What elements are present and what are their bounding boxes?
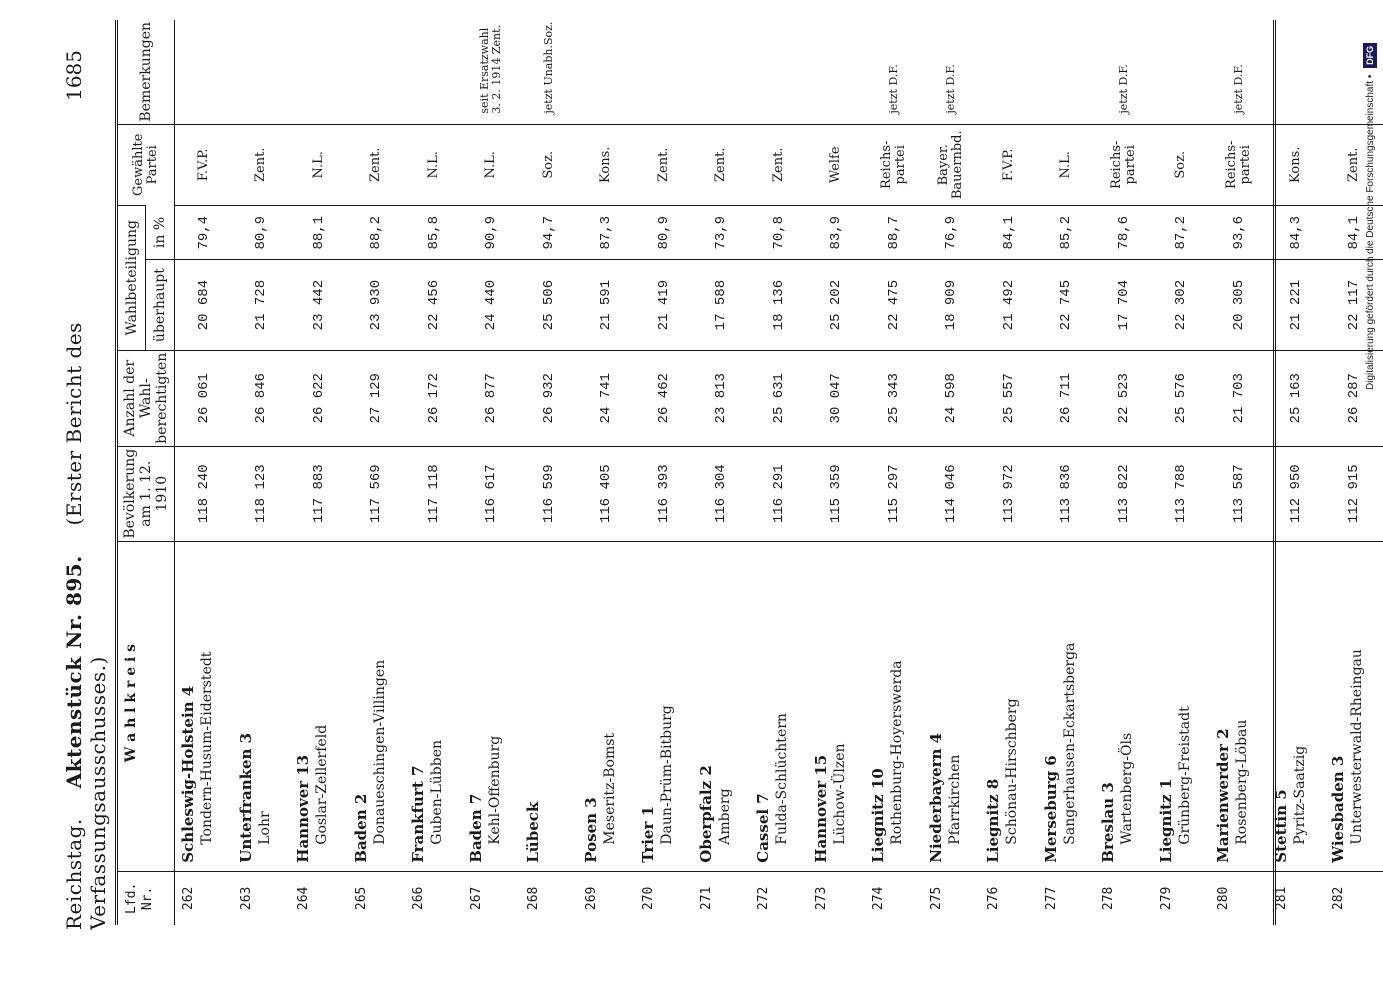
row-partei: N.L.: [290, 124, 348, 205]
table-row: [693, 20, 751, 925]
district-subname: Tondern-Husum-Eiderstedt: [199, 651, 215, 845]
row-ueberhaupt: 21 419: [635, 260, 693, 350]
district-name: Cassel 7: [754, 793, 772, 863]
row-ueberhaupt: 17 704: [1095, 260, 1153, 350]
column-header-nr: Lfd. Nr.: [118, 871, 175, 925]
header-reichstag: Reichstag.: [62, 818, 86, 930]
row-nr: 263: [233, 871, 291, 925]
row-partei: Zent.: [1325, 124, 1383, 205]
row-ueberhaupt: 21 221: [1268, 260, 1326, 350]
row-anzahl: 26 877: [463, 350, 521, 446]
row-bemerkung: [808, 20, 866, 124]
row-anzahl: 25 576: [1153, 350, 1211, 446]
row-partei: N.L.: [463, 124, 521, 205]
district-name: Wiesbaden 3: [1329, 755, 1347, 863]
row-wahlkreis: [233, 541, 291, 871]
row-nr: 281: [1268, 871, 1326, 925]
row-partei: Zent.: [635, 124, 693, 205]
district-subname: Meseritz-Bomst: [601, 732, 618, 845]
row-ueberhaupt: 23 930: [348, 260, 406, 350]
row-nr: 270: [635, 871, 693, 925]
district-subname: Wartenberg-Öls: [1119, 732, 1135, 845]
district-name: Frankfurt 7: [409, 765, 427, 863]
district-subname: Fulda-Schlüchtern: [774, 713, 790, 845]
row-ueberhaupt: 22 302: [1153, 260, 1211, 350]
row-bemerkung: [750, 20, 808, 124]
row-wahlkreis: [865, 541, 923, 871]
row-anzahl: 24 598: [923, 350, 981, 446]
district-subname: Goslar-Zellerfeld: [314, 724, 330, 845]
row-wahlkreis: [693, 541, 751, 871]
row-partei: Kons.: [578, 124, 636, 205]
row-bemerkung: [693, 20, 751, 124]
row-ueberhaupt: 22 475: [865, 260, 923, 350]
table-row: [290, 20, 348, 925]
district-name: Baden 7: [466, 793, 485, 863]
election-table-wrapper: [115, 20, 1365, 925]
row-prozent: 73,9: [693, 205, 751, 260]
row-prozent: 80,9: [233, 205, 291, 260]
row-prozent: 85,2: [1038, 205, 1096, 260]
row-ueberhaupt: 20 305: [1210, 260, 1268, 350]
row-anzahl: 26 932: [520, 350, 578, 446]
district-name: Schleswig-Holstein 4: [179, 685, 197, 863]
district-name: Stettin 5: [1271, 789, 1290, 863]
row-wahlkreis: [1095, 541, 1153, 871]
row-anzahl: 26 287: [1325, 350, 1383, 446]
row-ueberhaupt: 21 492: [980, 260, 1038, 350]
district-name: Liegnitz 10: [869, 768, 887, 863]
row-bevoelkerung: 113 788: [1153, 446, 1211, 541]
row-bevoelkerung: 116 405: [578, 446, 636, 541]
row-partei: Reichs-partei: [1095, 124, 1153, 205]
row-prozent: 80,9: [635, 205, 693, 260]
table-body: [175, 20, 1383, 925]
row-bemerkung: jetzt D.F.: [1231, 64, 1245, 114]
row-nr: 282: [1325, 871, 1383, 925]
row-ueberhaupt: 22 456: [405, 260, 463, 350]
row-bevoelkerung: 118 123: [233, 446, 291, 541]
district-subname: Amberg: [716, 788, 733, 845]
row-anzahl: 23 813: [693, 350, 751, 446]
column-header-wahlbeteiligung: Wahlbeteiligung: [118, 205, 146, 350]
district-subname: Schönau-Hirschberg: [1004, 698, 1020, 845]
dfg-credit-text-wrapper: [1362, 10, 1380, 390]
table-row: [635, 20, 693, 925]
row-wahlkreis: [290, 541, 348, 871]
row-prozent: 88,7: [865, 205, 923, 260]
row-wahlkreis: [175, 541, 233, 871]
row-nr: 269: [578, 871, 636, 925]
row-prozent: 84,1: [1325, 205, 1383, 260]
row-ueberhaupt: 25 506: [520, 260, 578, 350]
row-bevoelkerung: 116 599: [520, 446, 578, 541]
column-header-bevoelkerung: Bevölkerung am 1. 12. 1910: [118, 446, 175, 541]
row-partei: Bayer. Bauernbd.: [923, 124, 981, 205]
row-bevoelkerung: 115 297: [865, 446, 923, 541]
header-title: [62, 50, 110, 930]
header-subtitle: (Erster Bericht des Verfassungsausschusses.): [62, 322, 110, 930]
row-prozent: 78,6: [1095, 205, 1153, 260]
row-partei: N.L.: [1038, 124, 1096, 205]
row-ueberhaupt: 17 588: [693, 260, 751, 350]
column-header-bemerkungen: Bemerkungen: [118, 20, 175, 124]
row-bevoelkerung: 117 569: [348, 446, 406, 541]
district-subname: Donaueschingen-Villingen: [371, 659, 388, 845]
row-partei: Zent.: [750, 124, 808, 205]
row-wahlkreis: [1268, 541, 1326, 871]
table-header-row: [118, 20, 146, 925]
row-anzahl: 30 047: [808, 350, 866, 446]
row-bevoelkerung: 117 883: [290, 446, 348, 541]
row-partei: Reichs-partei: [865, 124, 923, 205]
district-subname: Grünberg-Freistadt: [1176, 706, 1193, 845]
row-ueberhaupt: 22 117: [1325, 260, 1383, 350]
row-ueberhaupt: 22 745: [1038, 260, 1096, 350]
row-wahlkreis: [980, 541, 1038, 871]
page-header: [62, 50, 110, 930]
table-row: [865, 20, 923, 925]
table-row: [175, 20, 233, 925]
row-ueberhaupt: 23 442: [290, 260, 348, 350]
row-ueberhaupt: 25 202: [808, 260, 866, 350]
table-row: [1268, 20, 1326, 925]
row-anzahl: 26 462: [635, 350, 693, 446]
table-row: [233, 20, 291, 925]
row-ueberhaupt: 18 136: [750, 260, 808, 350]
row-prozent: 83,9: [808, 205, 866, 260]
row-anzahl: 25 631: [750, 350, 808, 446]
row-partei: F.V.P.: [980, 124, 1038, 205]
row-wahlkreis: [1210, 541, 1268, 871]
row-partei: Zent.: [233, 124, 291, 205]
district-subname: Sangerhausen-Eckartsberga: [1061, 642, 1078, 845]
column-header-prozent: in %: [146, 205, 175, 260]
row-nr: 276: [980, 871, 1038, 925]
district-subname: Unterwesterwald-Rheingau: [1349, 649, 1365, 845]
district-subname: Rothenburg-Hoyerswerda: [889, 660, 905, 845]
row-bemerkung: jetzt D.F.: [944, 64, 958, 114]
district-subname: Kehl-Offenburg: [486, 735, 503, 845]
row-nr: 277: [1038, 871, 1096, 925]
row-bevoelkerung: 116 617: [463, 446, 521, 541]
row-bemerkung: jetzt D.F.: [1116, 64, 1130, 114]
row-prozent: 79,4: [175, 205, 233, 260]
row-bemerkung: [290, 20, 348, 124]
row-prozent: 94,7: [520, 205, 578, 260]
table-row: [1095, 20, 1153, 925]
row-bevoelkerung: 116 393: [635, 446, 693, 541]
row-wahlkreis: [635, 541, 693, 871]
row-nr: 274: [865, 871, 923, 925]
row-prozent: 85,8: [405, 205, 463, 260]
district-name: Posen 3: [581, 797, 600, 863]
row-partei: Welfe: [808, 124, 866, 205]
row-prozent: 70,8: [750, 205, 808, 260]
table-row: [750, 20, 808, 925]
row-prozent: 76,9: [923, 205, 981, 260]
row-ueberhaupt: 18 909: [923, 260, 981, 350]
header-document-number: Aktenstück Nr. 895.: [62, 555, 86, 789]
dfg-credit: [1362, 10, 1380, 390]
row-bemerkung: [1038, 20, 1096, 124]
column-header-partei: Gewählte Partei: [118, 124, 175, 205]
district-name: Merseburg 6: [1041, 755, 1060, 863]
row-bemerkung: [578, 20, 636, 124]
row-nr: 273: [808, 871, 866, 925]
row-anzahl: 25 163: [1268, 350, 1326, 446]
column-header-ueberhaupt: überhaupt: [146, 260, 175, 350]
table-row: [1210, 20, 1268, 925]
row-bevoelkerung: 113 822: [1095, 446, 1153, 541]
column-header-anzahl: Anzahl der Wahl-berechtigten: [118, 350, 175, 446]
row-bemerkung: [1268, 20, 1326, 124]
row-anzahl: 24 741: [578, 350, 636, 446]
row-bevoelkerung: 113 972: [980, 446, 1038, 541]
district-name: Niederbayern 4: [926, 732, 945, 863]
row-wahlkreis: [1153, 541, 1211, 871]
district-subname: Pyritz-Saatzig: [1291, 745, 1308, 845]
row-prozent: 84,3: [1268, 205, 1326, 260]
row-nr: 278: [1095, 871, 1153, 925]
row-bevoelkerung: 116 304: [693, 446, 751, 541]
row-bevoelkerung: 115 359: [808, 446, 866, 541]
district-name: Unterfranken 3: [236, 732, 255, 863]
district-name: Breslau 3: [1099, 782, 1117, 863]
row-bevoelkerung: 118 240: [175, 446, 233, 541]
row-prozent: 88,1: [290, 205, 348, 260]
row-wahlkreis: [348, 541, 406, 871]
row-nr: 262: [175, 871, 233, 925]
row-prozent: 84,1: [980, 205, 1038, 260]
row-partei: Zent.: [348, 124, 406, 205]
district-name: Liegnitz 1: [1156, 778, 1175, 863]
row-nr: 266: [405, 871, 463, 925]
row-nr: 265: [348, 871, 406, 925]
row-wahlkreis: [405, 541, 463, 871]
row-prozent: 93,6: [1210, 205, 1268, 260]
row-partei: Soz.: [520, 124, 578, 205]
row-bevoelkerung: 113 836: [1038, 446, 1096, 541]
district-subname: Rosenberg-Löbau: [1234, 719, 1250, 845]
row-anzahl: 26 061: [175, 350, 233, 446]
row-bemerkung: [635, 20, 693, 124]
row-bevoelkerung: 113 587: [1210, 446, 1268, 541]
row-partei: Soz.: [1153, 124, 1211, 205]
district-subname: Lohr: [256, 811, 273, 845]
table-row: [405, 20, 463, 925]
row-wahlkreis: [520, 541, 578, 871]
row-wahlkreis: [1325, 541, 1383, 871]
district-subname: Lüchow-Ülzen: [831, 743, 848, 845]
row-partei: Kons.: [1268, 124, 1326, 205]
row-bevoelkerung: 112 915: [1325, 446, 1383, 541]
page-number: 1685: [62, 50, 86, 101]
row-anzahl: 26 846: [233, 350, 291, 446]
district-name: Oberpfalz 2: [696, 765, 715, 863]
row-bevoelkerung: 114 046: [923, 446, 981, 541]
row-bemerkung: jetzt D.F.: [886, 64, 900, 114]
row-bemerkung: [348, 20, 406, 124]
row-nr: 275: [923, 871, 981, 925]
row-wahlkreis: [463, 541, 521, 871]
row-wahlkreis: [1038, 541, 1096, 871]
row-nr: 279: [1153, 871, 1211, 925]
district-name: Lübeck: [524, 801, 542, 863]
row-prozent: 87,3: [578, 205, 636, 260]
row-anzahl: 25 343: [865, 350, 923, 446]
row-bemerkung: [980, 20, 1038, 124]
district-name: Hannover 13: [294, 754, 312, 863]
row-wahlkreis: [808, 541, 866, 871]
district-name: Hannover 15: [811, 754, 830, 863]
row-anzahl: 26 622: [290, 350, 348, 446]
district-subname: Guben-Lübben: [429, 740, 445, 845]
row-wahlkreis: [578, 541, 636, 871]
row-anzahl: 22 523: [1095, 350, 1153, 446]
row-partei: Reichs-partei: [1210, 124, 1268, 205]
row-bemerkung: [405, 20, 463, 124]
table-row: [808, 20, 866, 925]
column-header-wahlkreis: W a h l k r e i s: [118, 541, 175, 871]
row-ueberhaupt: 24 440: [463, 260, 521, 350]
row-partei: Zent.: [693, 124, 751, 205]
district-subname: Daun-Prüm-Bitburg: [659, 705, 675, 845]
row-anzahl: 21 703: [1210, 350, 1268, 446]
row-prozent: 90,9: [463, 205, 521, 260]
row-bemerkung: seit Ersatzwahl 3. 2. 1914 Zent.: [478, 24, 504, 114]
table-row: [923, 20, 981, 925]
district-name: Trier 1: [639, 805, 657, 863]
district-name: Liegnitz 8: [984, 778, 1002, 863]
row-bemerkung: [233, 20, 291, 124]
row-bemerkung: [1153, 20, 1211, 124]
row-wahlkreis: [750, 541, 808, 871]
row-nr: 272: [750, 871, 808, 925]
table-row: [463, 20, 521, 925]
row-partei: N.L.: [405, 124, 463, 205]
dfg-logo: DFG: [1363, 43, 1377, 68]
district-subname: Pfarrkirchen: [946, 754, 963, 845]
row-prozent: 87,2: [1153, 205, 1211, 260]
table-row: [348, 20, 406, 925]
row-bevoelkerung: 117 118: [405, 446, 463, 541]
table-row: [1153, 20, 1211, 925]
row-anzahl: 26 172: [405, 350, 463, 446]
row-wahlkreis: [923, 541, 981, 871]
row-nr: 271: [693, 871, 751, 925]
row-bevoelkerung: 116 291: [750, 446, 808, 541]
row-nr: 280: [1210, 871, 1268, 925]
row-ueberhaupt: 21 591: [578, 260, 636, 350]
row-prozent: 88,2: [348, 205, 406, 260]
row-anzahl: 25 557: [980, 350, 1038, 446]
row-bevoelkerung: 112 950: [1268, 446, 1326, 541]
table-row: [520, 20, 578, 925]
district-name: Baden 2: [351, 793, 370, 863]
row-bemerkung: jetzt Unabh.Soz.: [541, 21, 555, 114]
dfg-credit-text: Digitalisierung gefördert durch die Deutsche Forschungsgemeinschaft •: [1365, 74, 1376, 390]
row-anzahl: 26 711: [1038, 350, 1096, 446]
row-partei: F.V.P.: [175, 124, 233, 205]
district-name: Marienwerder 2: [1214, 728, 1232, 863]
table-row: [578, 20, 636, 925]
election-table: [118, 20, 1383, 925]
table-row: [1038, 20, 1096, 925]
row-anzahl: 27 129: [348, 350, 406, 446]
row-ueberhaupt: 21 728: [233, 260, 291, 350]
row-bemerkung: [175, 20, 233, 124]
row-nr: 268: [520, 871, 578, 925]
row-nr: 267: [463, 871, 521, 925]
table-row: [980, 20, 1038, 925]
row-ueberhaupt: 20 684: [175, 260, 233, 350]
row-nr: 264: [290, 871, 348, 925]
